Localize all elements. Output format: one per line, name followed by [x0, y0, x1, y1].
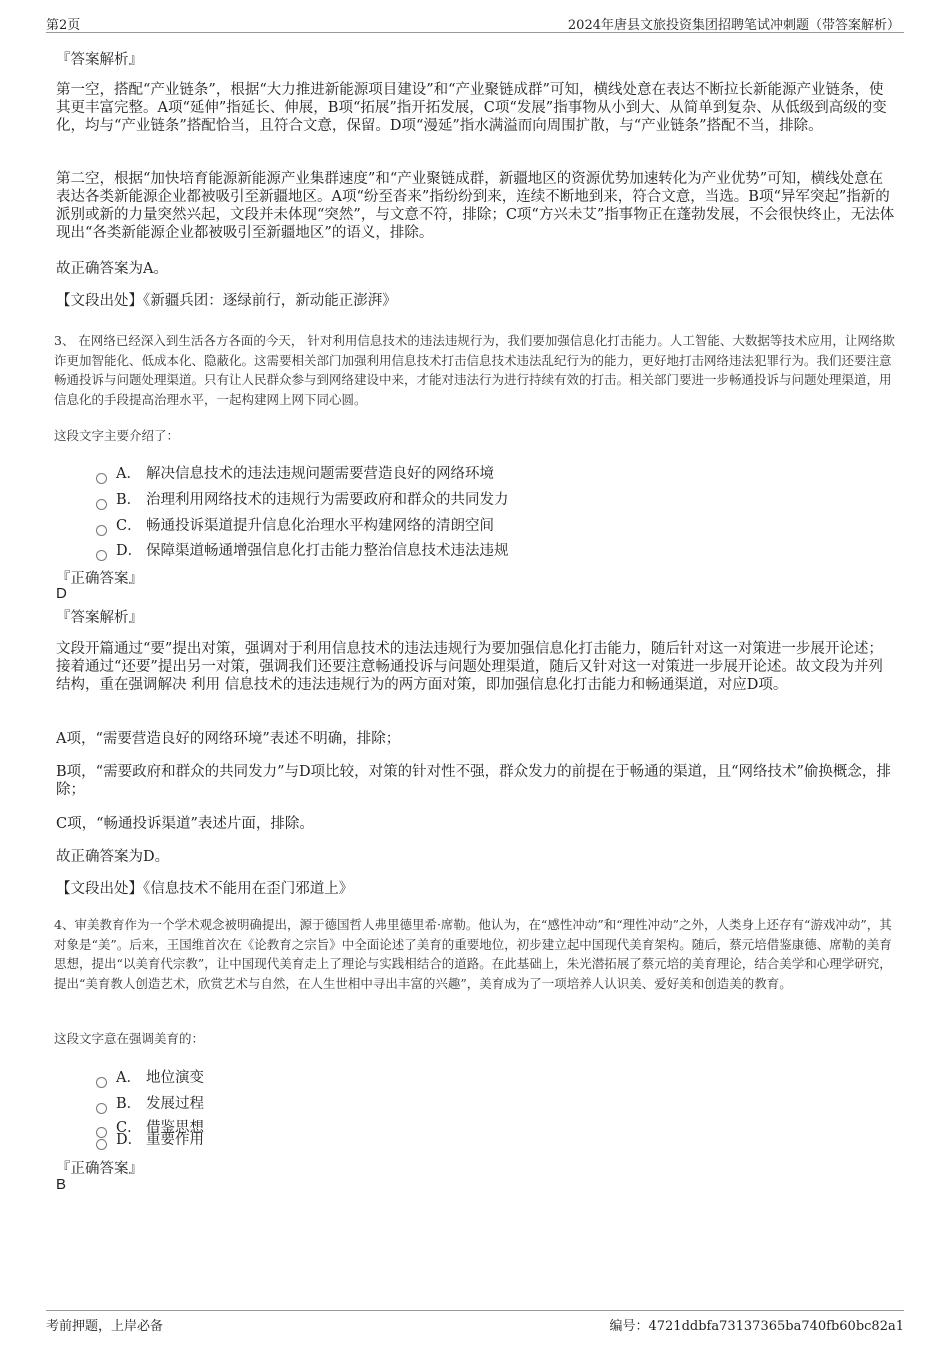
- document-code: 编号：4721ddbfa73137365ba740fb60bc82a1: [609, 1319, 904, 1334]
- q4-passage: 4、审美教育作为一个学术观念被明确提出，源于德国哲人弗里德里希·席勒。他认为，在“感性冲动”和“理性冲动”之外，人类身上还存有“游戏冲动”，其对象是“美”。后来，王国维首次在《论教育之宗旨》中全面论述了美育的重要地位，初步建立起中国现代美育架构。随后，蔡元培借鉴康德、席勒的美育思想，提出“以美育代宗教”，让中国现代美育走上了理论与实践相结合的道路。在此基础上，朱光潜拓展了蔡元培的美育理论，结合美学和心理学研究，提出“美育教人创造艺术，欣赏艺术与自然，在人生世相中寻出丰富的兴趣”，美育成为了一项培养人认识美、爱好美和创造美的教育。: [54, 917, 892, 991]
- q3-source: 【文段出处】《信息技术不能用在歪门邪道上》: [56, 881, 354, 897]
- page-number: 第2页: [46, 18, 81, 33]
- q3-analysis-label: 『答案解析』: [56, 610, 143, 626]
- q3-correct-answer: D: [56, 585, 67, 602]
- q3-passage: 3、 在网络已经深入到生活各方各面的今天， 针对利用信息技术的违法违规行为，我们要加强信息化打击能力。人工智能、大数据等技术应用，让网络欺诈更加智能化、低成本化、隐蔽化。这需要相关部门加强利用信息技术打击信息技术违法乱纪行为的能力，更好地打击网络违法犯罪行为。我们还要注意畅通投诉与问题处理渠道。只有让人民群众参与到网络建设中来，才能对违法行为进行持续有效的打击。相关部门要进一步畅通投诉与问题处理渠道，用信息化的手段提高治理水平，一起构建网上网下同心圆。: [54, 333, 895, 407]
- q2-analysis-label: 『答案解析』: [56, 52, 143, 68]
- q3-note-c: C项，“畅通投诉渠道”表述片面，排除。: [56, 816, 314, 832]
- radio-icon[interactable]: [96, 550, 107, 561]
- q3-analysis: 文段开篇通过“要”提出对策，强调对于利用信息技术的违法违规行为要加强信息化打击能力，随后针对这一对策进一步展开论述；接着通过“还要”提出另一对策，强调我们还要注意畅通投诉与问题处理渠道，随后又针对这一对策进一步展开论述。故文段为并列结构，重在强调解决 利用 信息技术的违法违规行为的两方面对策，即加强信息化打击能力和畅通渠道，对应D项。: [56, 641, 883, 693]
- q3-option-b[interactable]: B． 治理利用网络技术的违规行为需要政府和群众的共同发力: [96, 488, 509, 509]
- q4-correct-answer: B: [56, 1176, 67, 1193]
- q4-option-b[interactable]: B． 发展过程: [96, 1092, 204, 1113]
- q3-option-a[interactable]: A． 解决信息技术的违法违规问题需要营造良好的网络环境: [96, 462, 494, 483]
- radio-icon[interactable]: [96, 1103, 107, 1114]
- q4-correct-label: 『正确答案』: [56, 1161, 143, 1177]
- radio-icon[interactable]: [96, 525, 107, 536]
- q3-conclusion: 故正确答案为D。: [56, 849, 170, 865]
- radio-icon[interactable]: [96, 473, 107, 484]
- footer-slogan: 考前押题，上岸必备: [46, 1319, 164, 1334]
- radio-icon[interactable]: [96, 499, 107, 510]
- q3-note-a: A项，“需要营造良好的网络环境”表述不明确，排除；: [56, 731, 401, 747]
- q4-option-d[interactable]: D． 重要作用: [96, 1128, 204, 1149]
- page-header: [46, 12, 904, 33]
- q4-option-c[interactable]: C． 借鉴思想: [96, 1116, 204, 1137]
- q2-source: 【文段出处】《新疆兵团：逐绿前行，新动能正澎湃》: [56, 293, 397, 309]
- q3-note-b: B项，“需要政府和群众的共同发力”与D项比较，对策的针对性不强，群众发力的前提在于畅通的渠道，且“网络技术”偷换概念，排除；: [56, 764, 891, 798]
- q4-prompt: 这段文字意在强调美育的：: [54, 1031, 205, 1046]
- q2-analysis-para2: 第二空，根据“加快培育能源新能源产业集群速度”和“产业聚链成群，新疆地区的资源优势加速转化为产业优势”可知，横线处意在表达各类新能源企业都被吸引至新疆地区。A项“纷至沓来”指纷纷到来，连续不断地到来，符合文意，当选。B项“异军突起”指新的派别或新的力量突然兴起，文段并未体现“突然”，与文意不符，排除；C项“方兴未艾”指事物正在蓬勃发展，不会很快终止，无法体现出“各类新能源企业都被吸引至新疆地区”的语义，排除。: [56, 171, 895, 241]
- q4-option-a[interactable]: A． 地位演变: [96, 1066, 204, 1087]
- document-title: 2024年唐县文旅投资集团招聘笔试冲刺题（带答案解析）: [567, 18, 900, 33]
- q2-conclusion: 故正确答案为A。: [56, 261, 168, 277]
- q3-prompt: 这段文字主要介绍了：: [54, 428, 180, 443]
- q3-correct-label: 『正确答案』: [56, 571, 143, 587]
- q3-option-d[interactable]: D． 保障渠道畅通增强信息化打击能力整治信息技术违法违规: [96, 539, 509, 560]
- q3-option-c[interactable]: C． 畅通投诉渠道提升信息化治理水平构建网络的清朗空间: [96, 514, 494, 535]
- radio-icon[interactable]: [96, 1077, 107, 1088]
- radio-icon[interactable]: [96, 1139, 107, 1150]
- page-footer: [46, 1310, 904, 1333]
- q2-analysis-para1: 第一空，搭配“产业链条”，根据“大力推进新能源项目建设”和“产业聚链成群”可知，横线处意在表达不断拉长新能源产业链条，使其更丰富完整。A项“延伸”指延长、伸展，B项“拓展”指开拓发展，C项“发展”指事物从小到大、从简单到复杂、从低级到高级的变化，均与“产业链条”搭配恰当，且符合文意，保留。D项“漫延”指水满溢而向周围扩散，与“产业链条”搭配不当，排除。: [56, 82, 887, 134]
